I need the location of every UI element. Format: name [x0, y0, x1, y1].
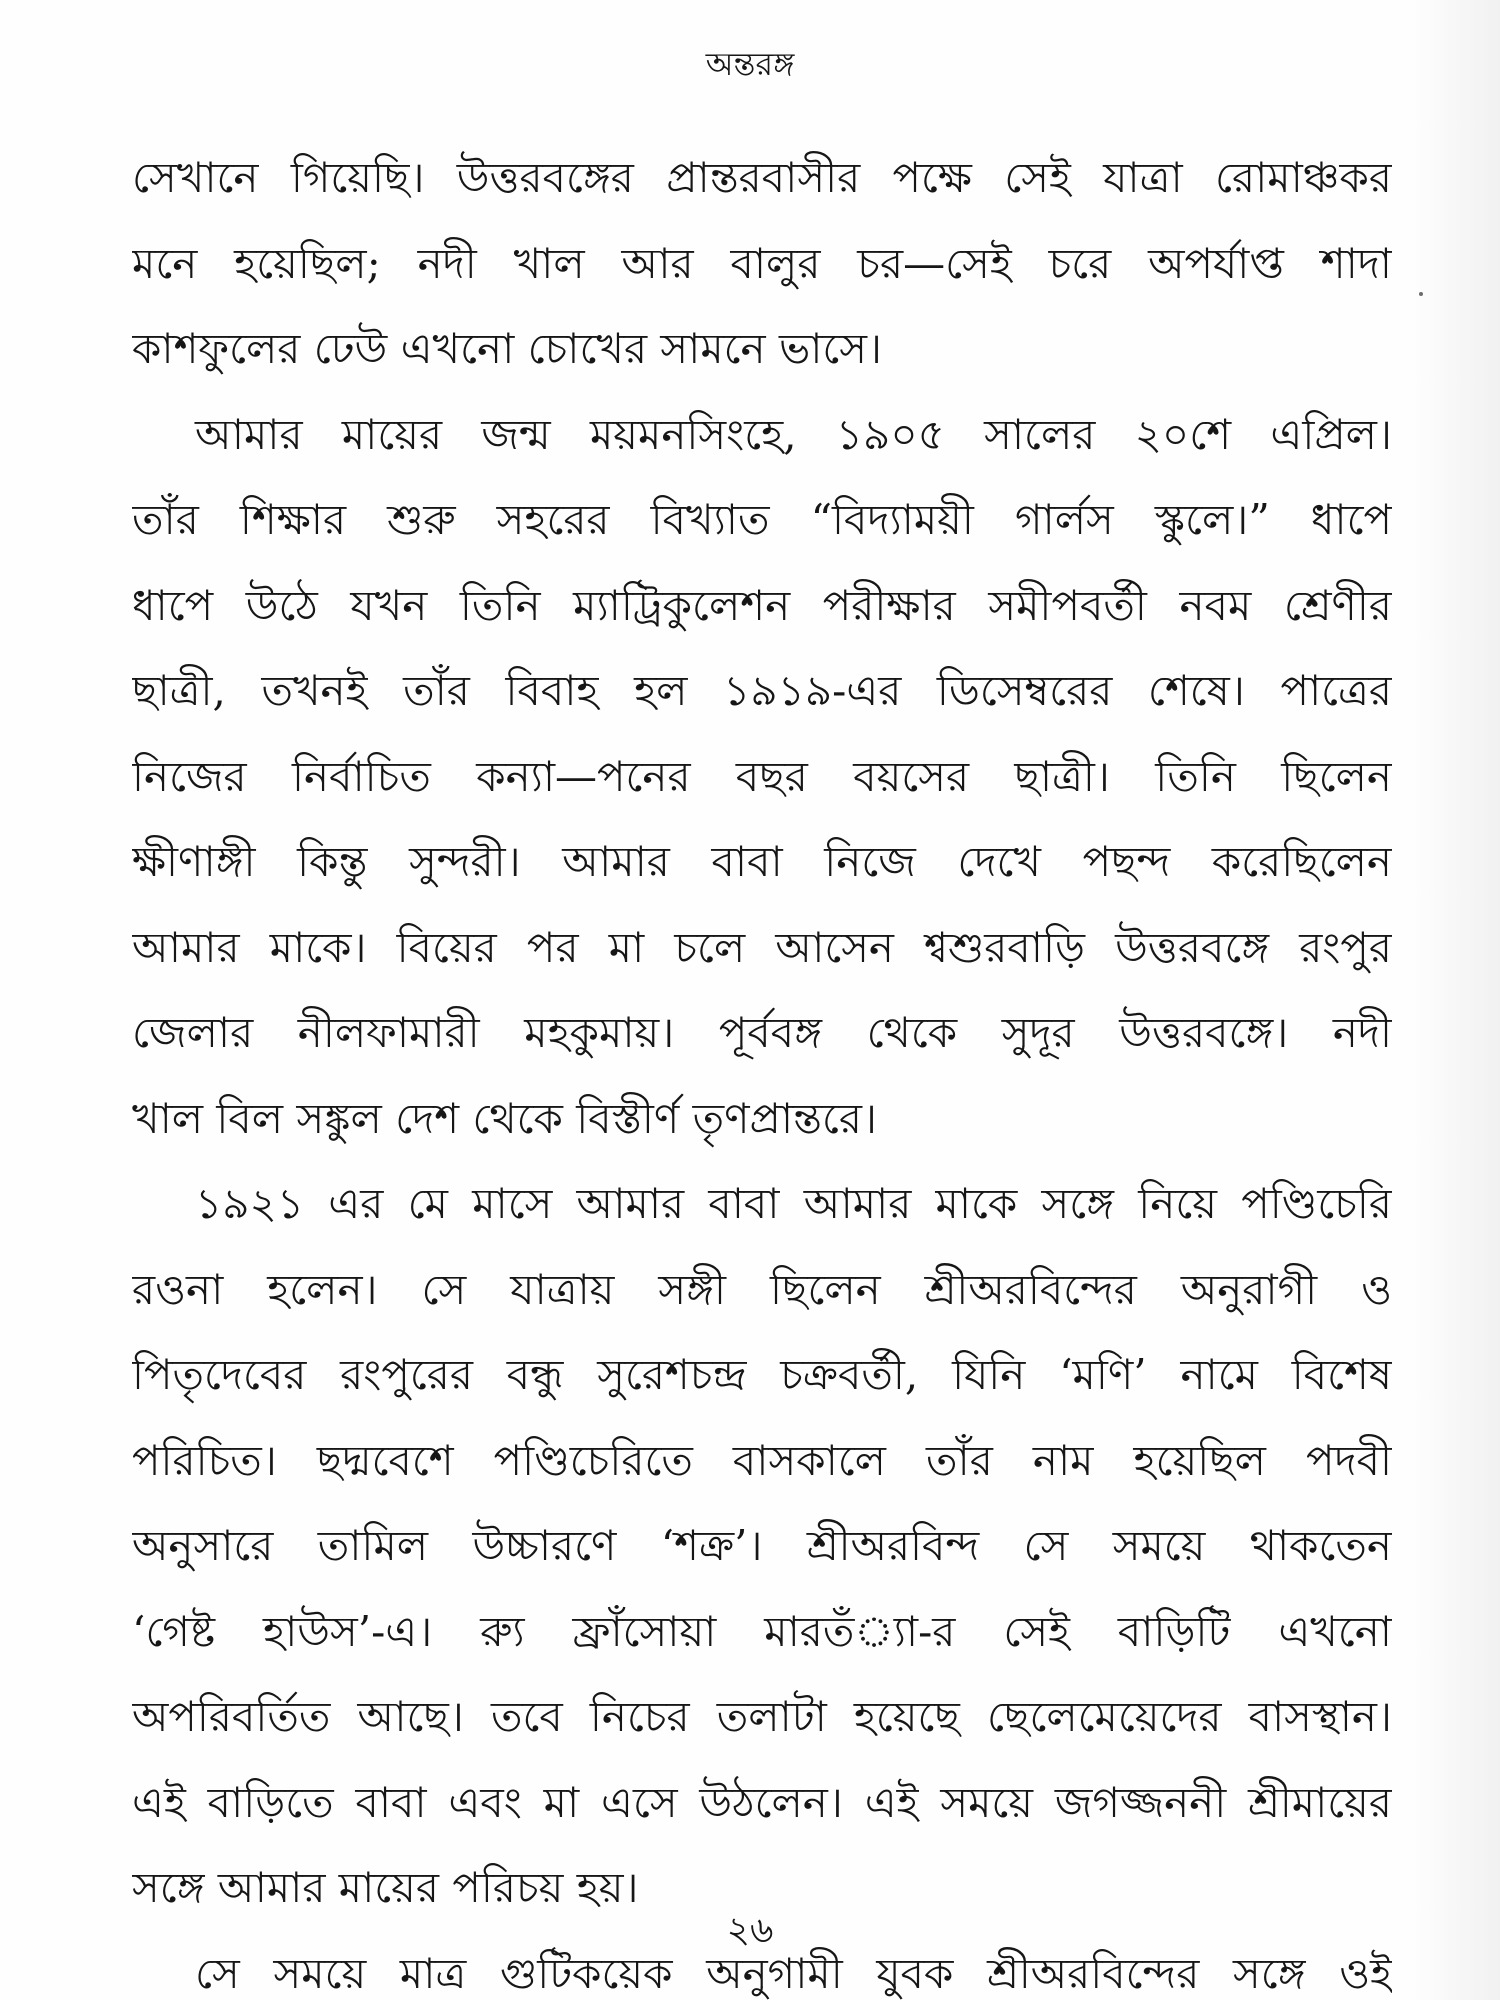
text-line: তাঁর শিক্ষার শুরু সহরের বিখ্যাত “বিদ্যাময়ী গার্লস স্কুলে।” ধাপে — [132, 477, 1392, 563]
text-line: জেলার নীলফামারী মহকুমায়। পূর্ববঙ্গ থেকে সুদূর উত্তরবঙ্গে। নদী — [132, 990, 1392, 1076]
text-line: নিজের নির্বাচিত কন্যা—পনের বছর বয়সের ছাত্রী। তিনি ছিলেন — [132, 734, 1392, 820]
text-line: অপরিবর্তিত আছে। তবে নিচের তলাটা হয়েছে ছেলেমেয়েদের বাসস্থান। — [132, 1674, 1392, 1760]
text-line: রওনা হলেন। সে যাত্রায় সঙ্গী ছিলেন শ্রীঅরবিন্দের অনুরাগী ও — [132, 1247, 1392, 1333]
paragraph-start-line: আমার মায়ের জন্ম ময়মনসিংহে, ১৯০৫ সালের ২০শে এপ্রিল। — [132, 392, 1392, 478]
text-line: সেখানে গিয়েছি। উত্তরবঙ্গের প্রান্তরবাসীর পক্ষে সেই যাত্রা রোমাঞ্চকর — [132, 135, 1392, 221]
text-line: পিতৃদেবের রংপুরের বন্ধু সুরেশচন্দ্র চক্রবর্তী, যিনি ‘মণি’ নামে বিশেষ — [132, 1332, 1392, 1418]
print-dot — [1419, 292, 1423, 296]
text-line: ছাত্রী, তখনই তাঁর বিবাহ হল ১৯১৯-এর ডিসেম্বরের শেষে। পাত্রের — [132, 648, 1392, 734]
text-line: অনুসারে তামিল উচ্চারণে ‘শক্র’। শ্রীঅরবিন্দ সে সময়ে থাকতেন — [132, 1503, 1392, 1589]
text-line: এই বাড়িতে বাবা এবং মা এসে উঠলেন। এই সময়ে জগজ্জননী শ্রীমায়ের — [132, 1760, 1392, 1846]
text-line: ‘গেষ্ট হাউস’-এ। র‍্যু ফ্রাঁসোয়া মারতঁ্যা-র সেই বাড়িটি এখনো — [132, 1589, 1392, 1675]
text-line: পরিচিত। ছদ্মবেশে পণ্ডিচেরিতে বাসকালে তাঁর নাম হয়েছিল পদবী — [132, 1418, 1392, 1504]
text-line: ধাপে উঠে যখন তিনি ম্যাট্রিকুলেশন পরীক্ষার সমীপবর্তী নবম শ্রেণীর — [132, 563, 1392, 649]
text-line: আমার মাকে। বিয়ের পর মা চলে আসেন শ্বশুরবাড়ি উত্তরবঙ্গে রংপুর — [132, 905, 1392, 991]
text-line: ক্ষীণাঙ্গী কিন্তু সুন্দরী। আমার বাবা নিজে দেখে পছন্দ করেছিলেন — [132, 819, 1392, 905]
paragraph-start-line: সে সময়ে মাত্র গুটিকয়েক অনুগামী যুবক শ্রীঅরবিন্দের সঙ্গে ওই — [132, 1931, 1392, 2016]
running-header: অন্তরঙ্গ — [0, 42, 1500, 86]
text-line: সঙ্গে আমার মায়ের পরিচয় হয়। — [132, 1845, 1392, 1931]
body-text — [132, 135, 1392, 2016]
text-line: কাশফুলের ঢেউ এখনো চোখের সামনে ভাসে। — [132, 306, 1392, 392]
text-line: মনে হয়েছিল; নদী খাল আর বালুর চর—সেই চরে অপর্যাপ্ত শাদা — [132, 221, 1392, 307]
paragraph-start-line: ১৯২১ এর মে মাসে আমার বাবা আমার মাকে সঙ্গে নিয়ে পণ্ডিচেরি — [132, 1161, 1392, 1247]
text-line: খাল বিল সঙ্কুল দেশ থেকে বিস্তীর্ণ তৃণপ্রান্তরে। — [132, 1076, 1392, 1162]
page-number: ২৬ — [0, 1908, 1500, 1954]
page-edge-shadow — [1412, 0, 1500, 2000]
